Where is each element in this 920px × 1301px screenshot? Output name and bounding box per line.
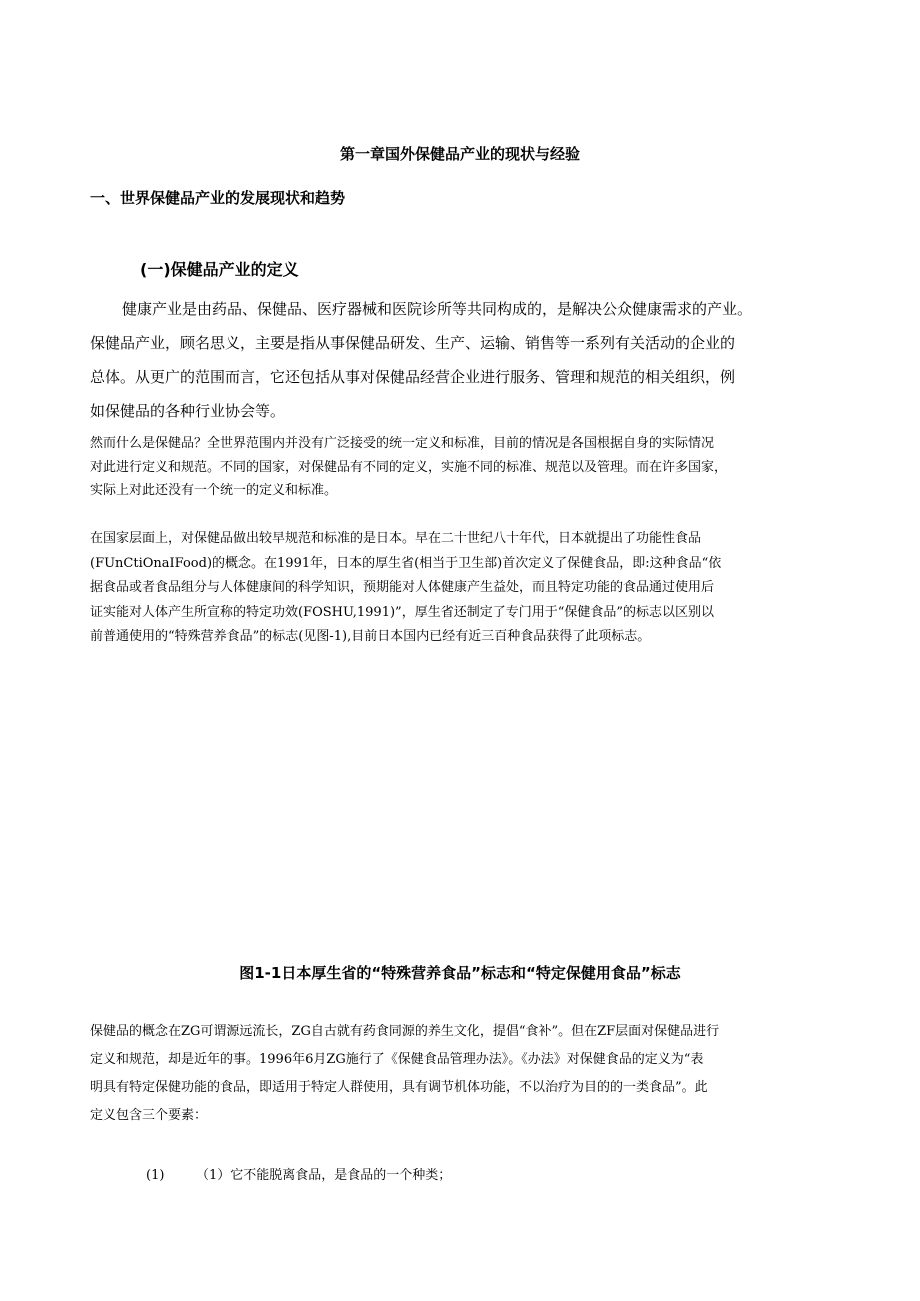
list-item-number: (1) — [146, 1168, 165, 1183]
paragraph-line: 明具有特定保健功能的食品，即适用于特定人群使用，具有调节机体功能，不以治疗为目的的一类食品”。此 — [90, 1080, 708, 1095]
figure-caption: 图1-1日本厚生省的“特殊营养食品”标志和“特定保健用食品”标志 — [239, 964, 681, 982]
paragraph-line: 保健品的概念在ZG可谓源远流长，ZG自古就有药食同源的养生文化，提倡“食补”。但在ZF层面对保健品进行 — [90, 1024, 720, 1039]
paragraph-line: (FUnCtiOnaIFood)的概念。在1991年，日本的厚生省(相当于卫生部)首次定义了保健食品，即:这种食品“依 — [90, 555, 722, 571]
paragraph-what-is-health-product — [90, 432, 830, 503]
paragraph-line: 然而什么是保健品？全世界范围内并没有广泛接受的统一定义和标准，目前的情况是各国根据自身的实际情况 — [90, 436, 715, 451]
paragraph-line: 总体。从更广的范围而言，它还包括从事对保健品经营企业进行服务、管理和规范的相关组织，例 — [90, 368, 736, 386]
paragraph-line: 定义和规范，却是近年的事。1996年6月ZG施行了《保健食品管理办法》。《办法》对保健食品的定义为“表 — [90, 1052, 704, 1067]
chapter-title: 第一章国外保健品产业的现状与经验 — [339, 145, 580, 163]
subsection-heading: (一)保健品产业的定义 — [140, 260, 299, 279]
paragraph-line: 保健品产业，顾名思义，主要是指从事保健品研发、生产、运输、销售等一系列有关活动的企业的 — [90, 334, 736, 352]
paragraph-line: 对此进行定义和规范。不同的国家，对保健品有不同的定义，实施不同的标准、规范以及管理。而在许多国家， — [90, 459, 728, 475]
paragraph-line: 定义包含三个要素： — [90, 1108, 208, 1123]
paragraph-line: 证实能对人体产生所宣称的特定功效(FOSHU,1991)”，厚生省还制定了专门用于“保健食品”的标志以区别以 — [90, 604, 714, 620]
paragraph-japan-definition — [90, 527, 830, 650]
paragraph-line: 据食品或者食品组分与人体健康间的科学知识，预期能对人体健康产生益处，而且特定功能的食品通过使用后 — [90, 580, 715, 595]
paragraph-line: 实际上对此还没有一个统一的定义和标准。 — [90, 483, 338, 498]
paragraph-health-industry — [90, 292, 830, 428]
paragraph-line: 在国家层面上，对保健品做出较早规范和标准的是日本。早在二十世纪八十年代，日本就提出了功能性食品 — [90, 531, 702, 546]
paragraph-line: 如保健品的各种行业协会等。 — [90, 402, 286, 420]
list-item-text: （1）它不能脱离食品，是食品的一个种类； — [196, 1168, 452, 1183]
paragraph-line: 健康产业是由药品、保健品、医疗器械和医院诊所等共同构成的，是解决公众健康需求的产业。 — [122, 300, 753, 318]
paragraph-line: 前普通使用的“特殊营养食品”的标志(见图-1),目前日本国内已经有近三百种食品获得了此项标志。 — [90, 629, 651, 644]
section-heading: 一、世界保健品产业的发展现状和趋势 — [90, 189, 346, 207]
paragraph-china-definition — [90, 1018, 830, 1130]
list-item — [146, 1164, 451, 1183]
